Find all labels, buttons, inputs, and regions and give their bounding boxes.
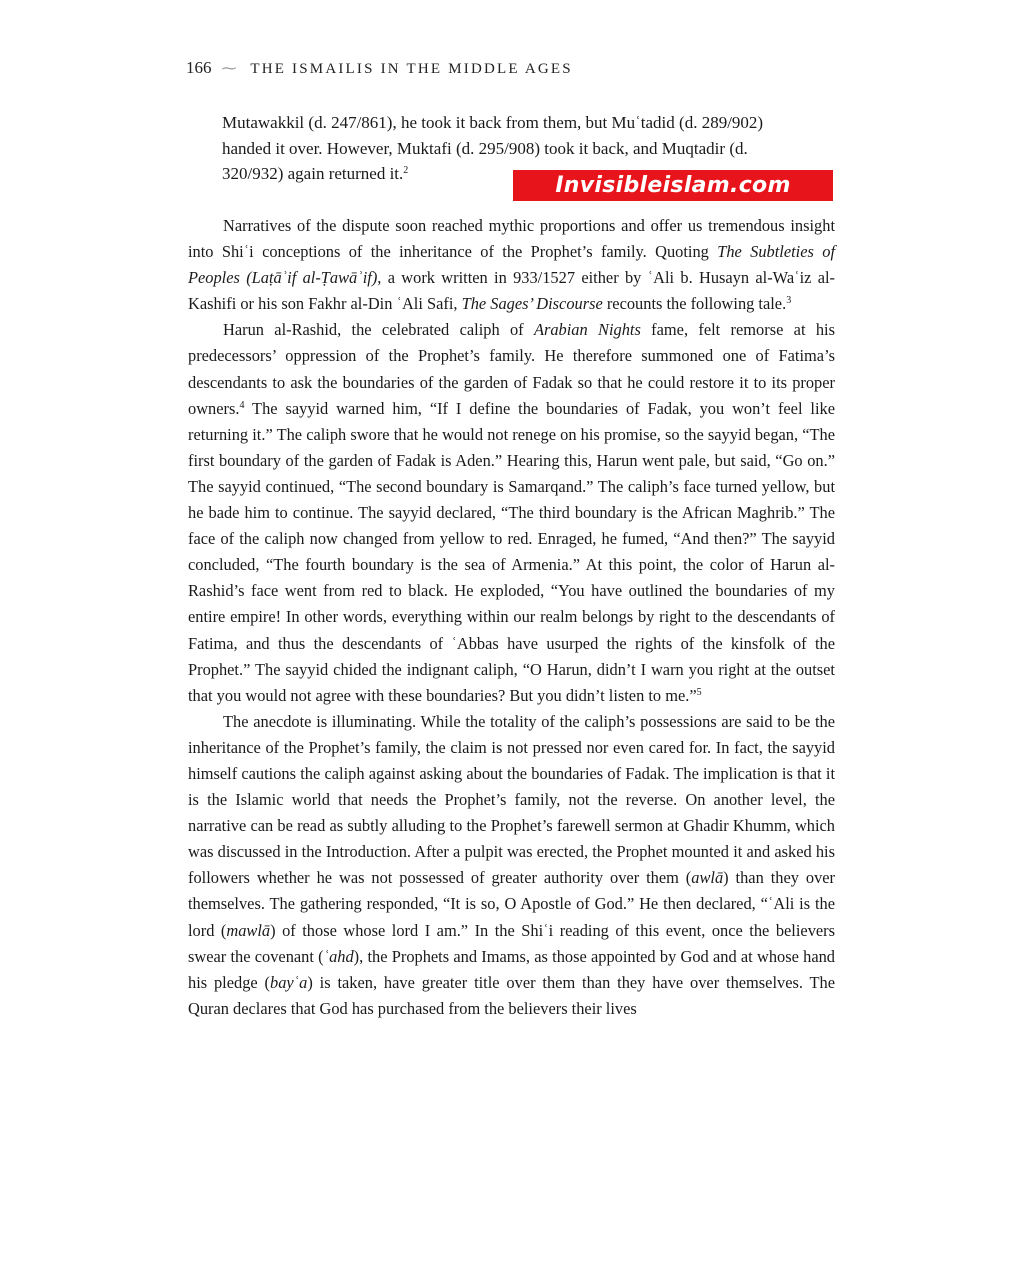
text-run: ), the Prophets and Imams, as those appointed by God and at whose hand his pledge (: [188, 946, 835, 992]
paragraph-2: [188, 317, 835, 708]
italic-term: ʿahd: [323, 946, 354, 966]
italic-term: bayʿa: [270, 972, 308, 992]
text-run: Narratives of the dispute soon reached mythic proportions and offer us tremendous insight into Shiʿi conceptions of the inheritance of the Prophet’s family. Quoting: [188, 216, 835, 262]
header-ornament: ⁓: [221, 61, 239, 77]
block-quote-text: Mutawakkil (d. 247/861), he took it back from them, but Muʿtadid (d. 289/902) handed it over. However, Muktafi (d. 295/908) took it back, and Muqtadir (d. 320/932) again returned it.: [222, 113, 764, 183]
paragraph-3: [188, 709, 835, 1022]
body-text: [188, 213, 835, 1022]
italic-term: awlā: [691, 868, 724, 888]
footnote-marker: 4: [239, 399, 245, 411]
text-run: Harun al-Rashid, the celebrated caliph of: [223, 320, 534, 340]
page-number: 166: [186, 58, 212, 77]
footnote-marker: 5: [696, 686, 702, 698]
running-head: [186, 58, 573, 78]
italic-title: Arabian Nights: [533, 320, 641, 340]
text-run: ) of those whose lord I am.” In the Shiʿi reading of this event, once the believers swear the covenant (: [188, 920, 835, 966]
text-run: fame, felt remorse at his predecessors’ oppression of the Prophet’s family. He therefore summoned one of Fatima’s descendants to ask the boundaries of the garden of Fadak so that he could restore it to its proper owners.: [188, 320, 835, 418]
text-run: The anecdote is illuminating. While the totality of the caliph’s possessions are said to be the inheritance of the Prophet’s family, the claim is not pressed nor even cared for. In fact, the sayyid himself cautions the caliph against asking about the boundaries of Fadak. The implication is that it is the Islamic world that needs the Prophet’s family, not the reverse. On another level, the narrative can be read as subtly alluding to the Prophet’s farewell sermon at Ghadir Khumm, which was discussed in the Introduction. After a pulpit was erected, the Prophet mounted it and asked his followers whether he was not possessed of greater authority over them (: [188, 711, 835, 888]
italic-title: The Subtleties of Peoples (Laṭāʾif al-Ṭawāʾif): [188, 242, 835, 288]
text-run: , a work written in 933/1527 either by ʿAli b. Husayn al-Waʿiz al-Kashifi or his son Fakhr al-Din ʿAli Safi,: [188, 268, 835, 314]
running-title: THE ISMAILIS IN THE MIDDLE AGES: [250, 61, 573, 77]
text-run: ) than they over themselves. The gathering responded, “It is so, O Apostle of God.” He then declared, “ʿAli is the lord (: [188, 868, 835, 940]
text-run: The sayyid warned him, “If I define the boundaries of Fadak, you won’t feel like returning it.” The caliph swore that he would not renege on his promise, so the sayyid began, “The first boundary of the garden of Fadak is Aden.” Hearing this, Harun went pale, but said, “Go on.” The sayyid continued, “The second boundary is Samarqand.” The caliph’s face turned yellow, but he bade him to continue. The sayyid declared, “The third boundary is the African Maghrib.” The face of the caliph now changed from yellow to red. Enraged, he fumed, “And then?” The sayyid concluded, “The fourth boundary is the sea of Armenia.” At this point, the color of Harun al-Rashid’s face went from red to black. He exploded, “You have outlined the boundaries of my entire empire! In other words, everything within our realm belongs by right to the descendants of Fatima, and thus the descendants of ʿAbbas have usurped the rights of the kinsfolk of the Prophet.” The sayyid chided the indignant caliph, “O Harun, didn’t I warn you right at the outset that you would not agree with these boundaries? But you didn’t listen to me.”: [188, 398, 835, 705]
footnote-marker: 3: [786, 295, 792, 307]
paragraph-1: [188, 213, 835, 317]
italic-term: mawlā: [226, 920, 271, 940]
footnote-marker: 2: [403, 165, 409, 176]
text-run: ) is taken, have greater title over them than they have over themselves. The Quran declares that God has purchased from the believers their lives: [188, 972, 835, 1018]
text-run: recounts the following tale.: [602, 294, 787, 314]
italic-title: The Sages’ Discourse: [461, 294, 603, 314]
watermark-banner: Invisibleislam.com: [513, 170, 833, 201]
